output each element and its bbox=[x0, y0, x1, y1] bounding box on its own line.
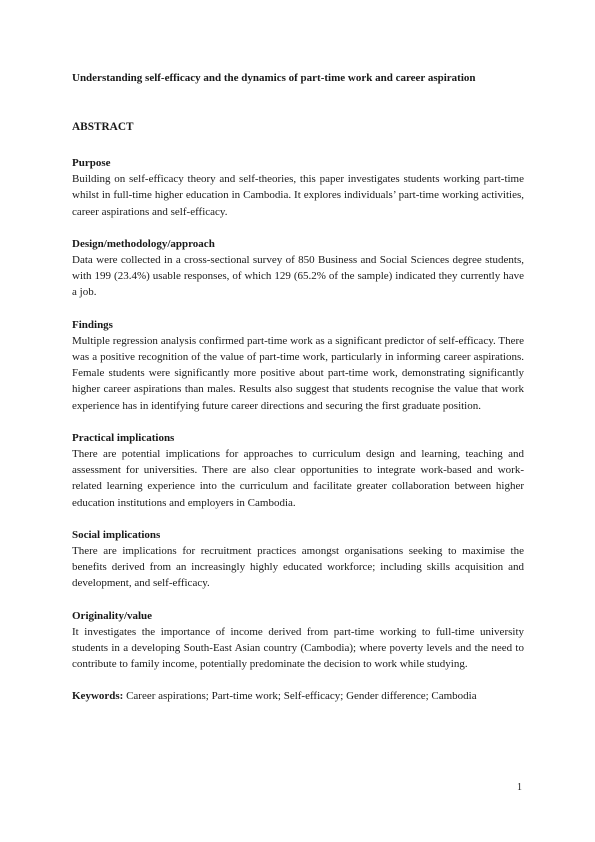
section-design-methodology-approach bbox=[72, 236, 524, 301]
section-heading: Originality/value bbox=[72, 609, 153, 622]
section-body: There are potential implications for approaches to curriculum design and learning, teaching and assessment for universities. There are also clear opportunities to integrate work-based and work-related learning experience into the curriculum and facilitate greater collaboration between higher education institutions and employers in Cambodia. bbox=[72, 448, 524, 509]
section-body: There are implications for recruitment practices amongst organisations seeking to maximise the benefits derived from an increasingly highly educated workforce; including skills acquisition and development, and self-efficacy. bbox=[72, 545, 524, 590]
document-page bbox=[72, 71, 524, 716]
keywords-text: Career aspirations; Part-time work; Self-efficacy; Gender difference; Cambodia bbox=[123, 690, 477, 703]
section-heading: Findings bbox=[72, 318, 113, 331]
keywords-line bbox=[72, 688, 524, 704]
abstract-heading: ABSTRACT bbox=[72, 121, 134, 133]
paper-title: Understanding self-efficacy and the dynamics of part-time work and career aspiration bbox=[72, 72, 476, 84]
section-body: It investigates the importance of income derived from part-time working to full-time university students in a developing South-East Asian country (Cambodia); where poverty levels and the need to contribute to family income, potentially predominate the decision to work while studying. bbox=[72, 625, 524, 671]
section-body: Building on self-efficacy theory and self-theories, this paper investigates students working part-time whilst in full-time higher education in Cambodia. It explores individuals’ part-time working activities, career aspirations and self-efficacy. bbox=[72, 173, 524, 218]
section-findings bbox=[72, 317, 524, 414]
section-heading: Design/methodology/approach bbox=[72, 237, 215, 250]
section-heading: Purpose bbox=[72, 157, 111, 169]
page-number: 1 bbox=[517, 782, 522, 793]
keywords-label: Keywords: bbox=[72, 690, 124, 703]
section-body: Data were collected in a cross-sectional survey of 850 Business and Social Sciences degree students, with 199 (23.4%) usable responses, of which 129 (65.2% of the sample) indicated they currently have a job. bbox=[72, 254, 524, 299]
section-practical-implications bbox=[72, 430, 524, 511]
section-purpose bbox=[72, 155, 524, 220]
section-heading: Practical implications bbox=[72, 431, 175, 444]
section-social-implications bbox=[72, 527, 524, 592]
section-heading: Social implications bbox=[72, 528, 161, 541]
section-originality-value bbox=[72, 608, 524, 673]
section-body: Multiple regression analysis confirmed part-time work as a significant predictor of self-efficacy. There was a positive recognition of the value of part-time work, particularly in informing career aspirations. Female students were significantly more positive about part-time work, demonstrating significantly higher career aspirations than males. Results also suggest that students recognise the value that work experience has in identifying future career directions and securing the first graduate position. bbox=[72, 334, 524, 412]
